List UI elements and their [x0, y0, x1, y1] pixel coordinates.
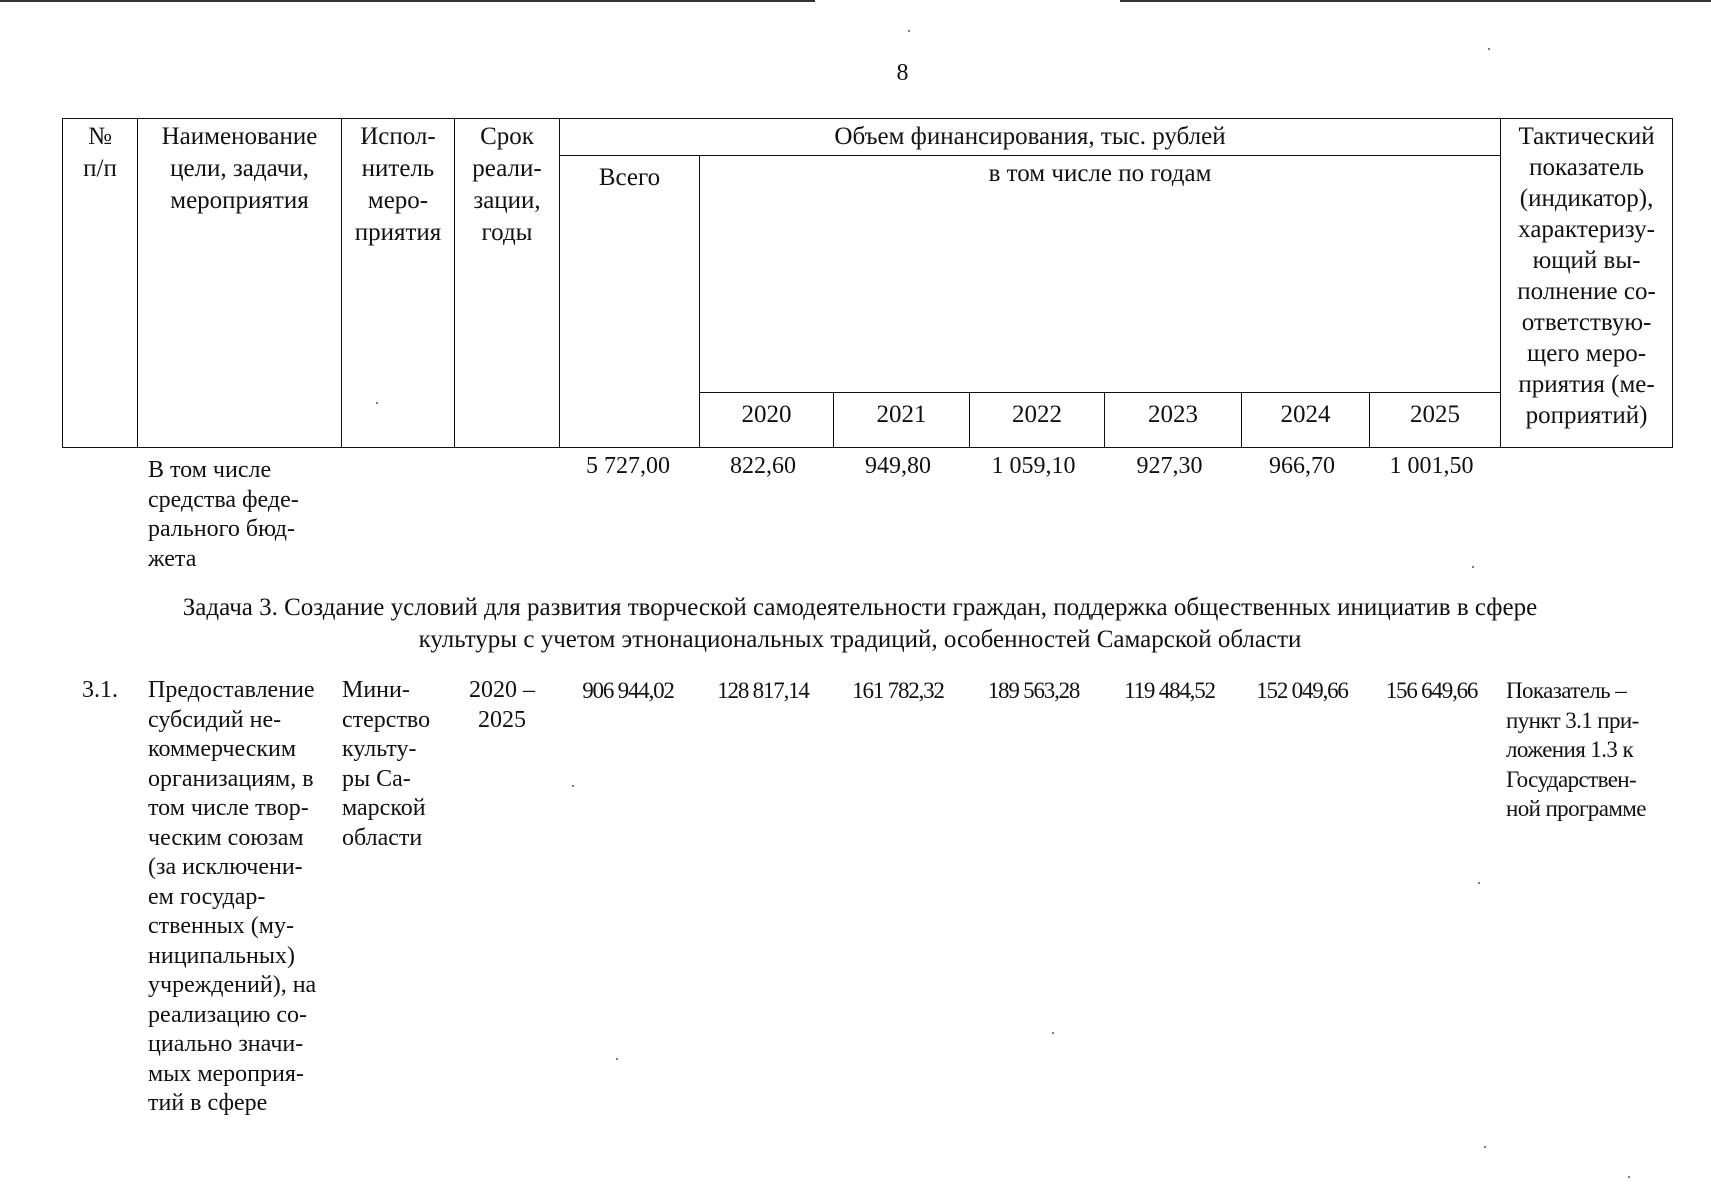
item-3-1-2020: 128 817,14 — [717, 678, 809, 703]
scan-edge-line — [0, 0, 815, 2]
header-year-2024: 2024 — [1242, 393, 1370, 448]
scan-speck — [908, 30, 910, 32]
scan-speck — [1472, 566, 1474, 568]
header-funding: Объем финансирования, тыс. рублей — [560, 119, 1501, 156]
task-3-title: Задача 3. Создание условий для развития творческой самодеятельности граждан, поддержка общественных инициатив в сфере культуры с учетом этнонациональных традиций, особенностей Самарской области — [182, 594, 1538, 653]
scan-speck — [376, 402, 378, 404]
scan-speck — [616, 1058, 618, 1060]
item-3-1-2023: 119 484,52 — [1124, 678, 1215, 703]
scan-speck — [1478, 882, 1480, 884]
page-number: 8 — [896, 60, 909, 86]
header-year-2021: 2021 — [834, 393, 970, 448]
item-3-1-executor: Мини- стерство культу- ры Са- марской области — [342, 677, 431, 851]
header-year-2022: 2022 — [970, 393, 1105, 448]
federal-2022: 1 059,10 — [991, 453, 1076, 479]
header-num: № п/п — [63, 119, 138, 448]
header-name: Наименование цели, задачи, мероприятия — [138, 119, 342, 448]
federal-label: В том числе средства феде- рального бюд- жета — [148, 457, 299, 572]
item-3-1-2024: 152 049,66 — [1256, 678, 1348, 703]
item-3-1-2021: 161 782,32 — [852, 678, 944, 703]
federal-budget-row — [0, 452, 1711, 572]
federal-2023: 927,30 — [1136, 453, 1203, 479]
header-year-2023: 2023 — [1105, 393, 1242, 448]
item-3-1-term: 2020 – 2025 — [469, 677, 535, 733]
federal-2021: 949,80 — [865, 453, 931, 479]
header-year-2025: 2025 — [1370, 393, 1501, 448]
scan-edge-line — [1120, 0, 1711, 2]
header-by-years: в том числе по годам — [700, 156, 1501, 393]
item-3-1-row — [0, 676, 1711, 1116]
item-3-1-indicator: Показатель – пункт 3.1 при- ложения 1.3 к Государствен- ной программе — [1506, 678, 1646, 821]
header-table — [62, 118, 1673, 448]
scan-speck — [572, 785, 574, 787]
item-3-1-num: 3.1. — [82, 677, 118, 703]
scan-speck — [1488, 48, 1490, 50]
scan-speck — [1052, 1032, 1054, 1034]
scan-speck — [1628, 1176, 1630, 1178]
federal-2025: 1 001,50 — [1389, 453, 1474, 479]
item-3-1-2025: 156 649,66 — [1385, 678, 1478, 703]
scan-speck — [1484, 1146, 1486, 1148]
item-3-1-name: Предоставление субсидий не- коммерческим организациям, в том числе твор- ческим союзам (за исключени- ем государ- ственных (му- ниципальных) учреждений), на реализацию со- циально значи- мых мероприя- тий в сфере — [148, 677, 317, 1116]
federal-2024: 966,70 — [1269, 453, 1335, 479]
header-term: Срок реали- зации, годы — [455, 119, 560, 448]
federal-total: 5 727,00 — [586, 453, 670, 479]
federal-2020: 822,60 — [730, 453, 796, 479]
header-total: Всего — [560, 156, 700, 448]
item-3-1-total: 906 944,02 — [582, 678, 674, 703]
item-3-1-2022: 189 563,28 — [987, 678, 1080, 703]
header-indicator: Тактический показатель (индикатор), характеризу- ющий вы- полнение со- ответствую- щего меро- приятия (ме- роприятий) — [1501, 119, 1673, 448]
header-year-2020: 2020 — [700, 393, 834, 448]
header-executor: Испол- нитель меро- приятия — [342, 119, 455, 448]
